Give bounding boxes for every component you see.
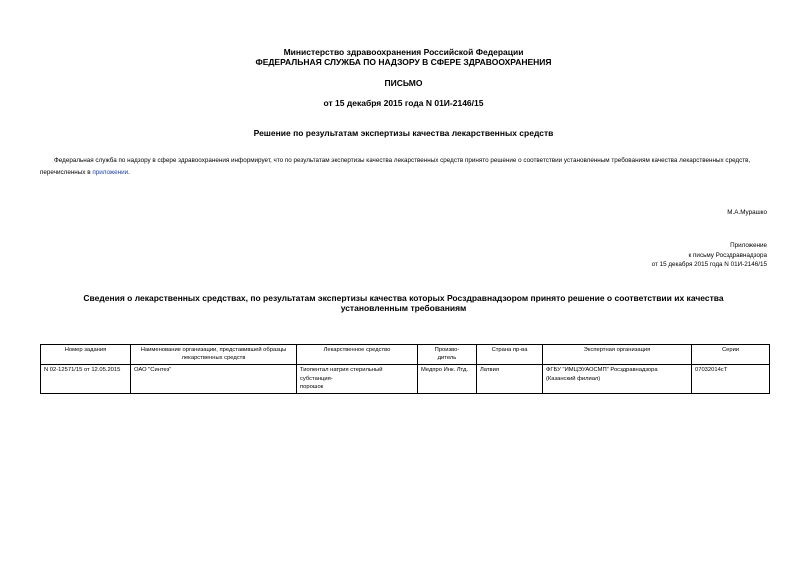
header-drug: Лекарственное средство (297, 345, 418, 365)
drugs-table (40, 344, 770, 394)
cell-organization: ОАО "Синтез" (131, 365, 297, 394)
table-header-row (41, 345, 770, 365)
header-country: Страна пр-ва (477, 345, 543, 365)
cell-drug: Тиопентал натрия стерильный субстанция- порошок (297, 365, 418, 394)
signature: М.А.Мурашко (727, 209, 767, 216)
header-series: Серии (692, 345, 770, 365)
cell-country: Латвия (477, 365, 543, 394)
body-paragraph (40, 155, 770, 179)
document-type: ПИСЬМО (384, 78, 423, 88)
document-subject: Решение по результатам экспертизы качества лекарственных средств (253, 128, 554, 138)
table-row (41, 365, 770, 394)
appendix-letter-ref: к письму Росздравнадзора (688, 251, 767, 259)
body-text-after: . (128, 169, 130, 176)
document-date: от 15 декабря 2015 года N 01И-2146/15 (323, 98, 484, 108)
body-text-before: Федеральная служба по надзору в сфере здравоохранения информирует, что по результатам экспертизы качества лекарственных средств принято решение о соответствии установленным требованиям качества лекарственных средств, перечисленных в (40, 157, 751, 176)
header-task-number: Номер задания (41, 345, 131, 365)
appendix-link[interactable]: приложении (92, 169, 129, 176)
header-expert-organization: Экспертная организация (543, 345, 692, 365)
appendix-letter-date: от 15 декабря 2015 года N 01И-2146/15 (651, 261, 767, 268)
cell-manufacturer: Медпро Инк. Лтд. (418, 365, 477, 394)
appendix-title-line2: установленным требованиям (340, 303, 467, 313)
appendix-title-line1: Сведения о лекарственных средствах, по результатам экспертизы качества которых Росздравнадзором принято решение о соответствии их качества (83, 293, 724, 303)
header-manufacturer: Произво- дитель (418, 345, 477, 365)
cell-task-number: N 02-12571/15 от 12.05.2015 (41, 365, 131, 394)
appendix-caption (652, 241, 767, 270)
service-name: ФЕДЕРАЛЬНАЯ СЛУЖБА ПО НАДЗОРУ В СФЕРЕ ЗДРАВООХРАНЕНИЯ (255, 57, 552, 67)
header-organization: Наименование организации, представившей образцы лекарственных средств (131, 345, 297, 365)
ministry-name: Министерство здравоохранения Российской Федерации (283, 47, 524, 57)
cell-series: 07032014сТ (692, 365, 770, 394)
cell-expert-organization: ФГБУ "ИМЦЭУАОСМП" Росздравнадзора (Казанский филиал) (543, 365, 692, 394)
appendix-label: Приложение (730, 242, 767, 249)
